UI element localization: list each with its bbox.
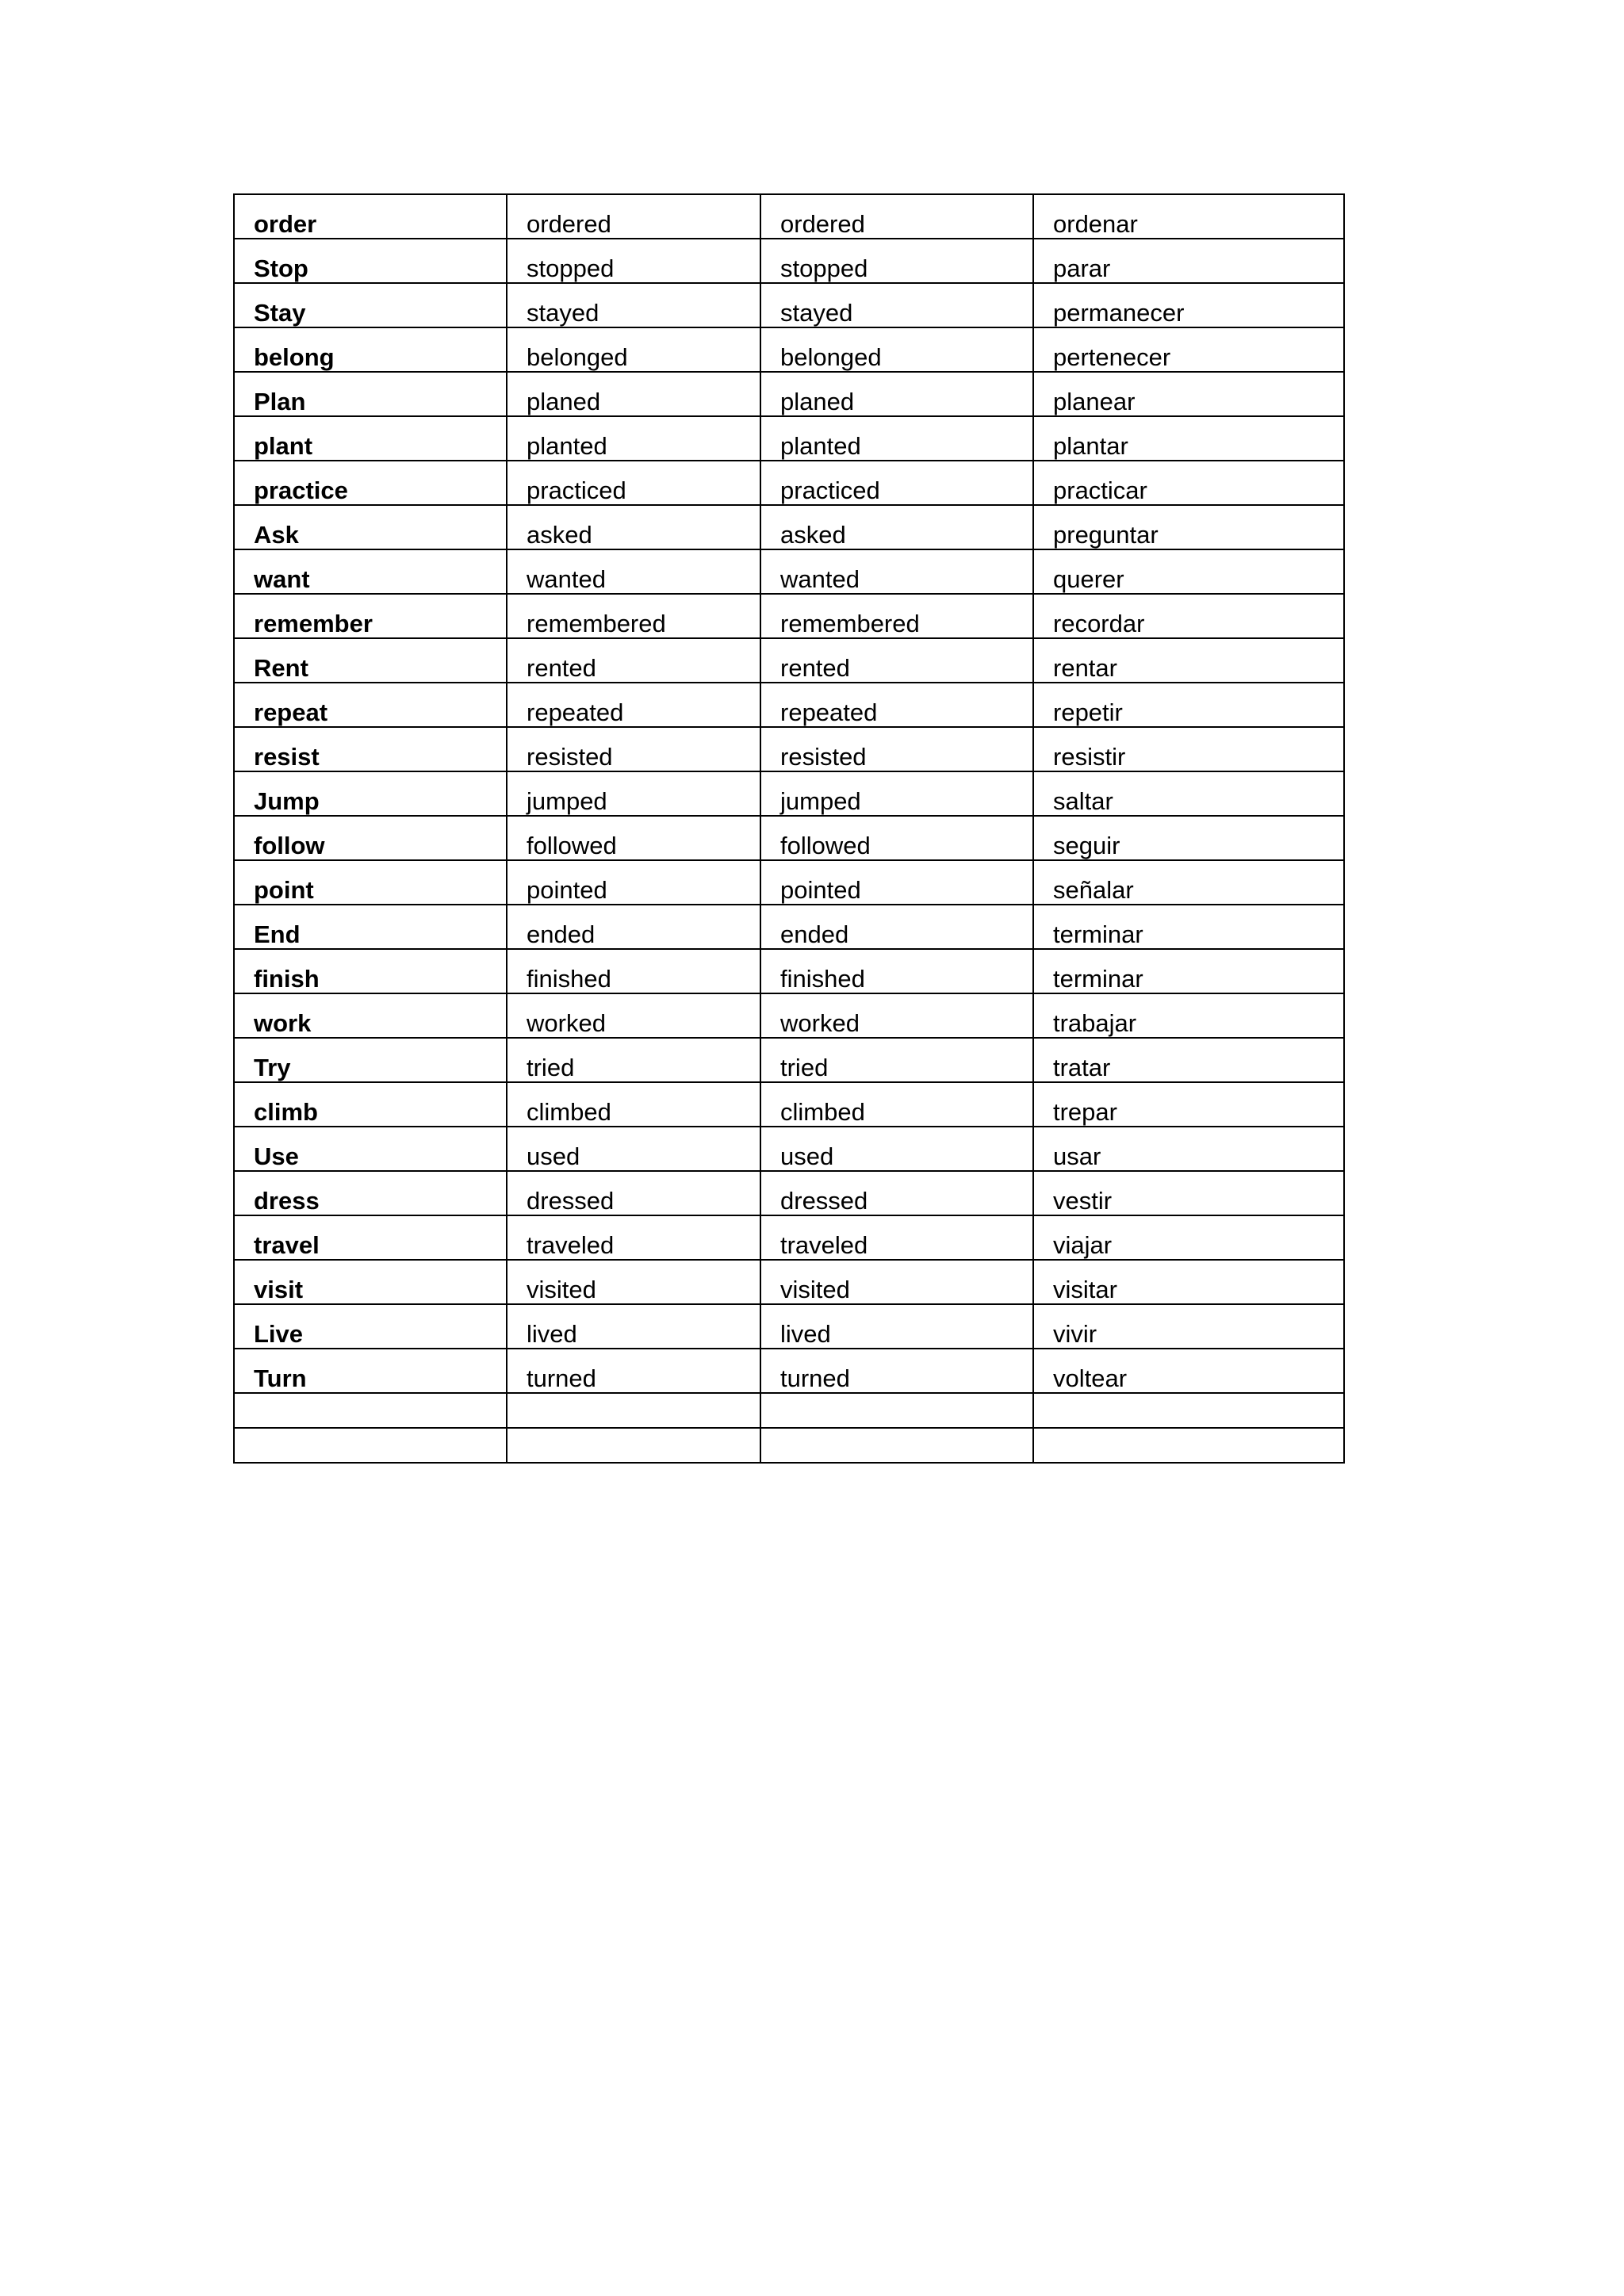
base-form-cell: Try xyxy=(234,1038,507,1082)
past-simple-cell: finished xyxy=(507,949,760,993)
past-simple-cell: followed xyxy=(507,816,760,860)
table-row xyxy=(234,1127,1344,1171)
past-simple-cell: tried xyxy=(507,1038,760,1082)
past-simple-cell: turned xyxy=(507,1349,760,1393)
table-row xyxy=(234,1304,1344,1349)
past-simple-cell: ordered xyxy=(507,194,760,239)
base-form-cell: repeat xyxy=(234,683,507,727)
past-participle-cell: remembered xyxy=(760,594,1033,638)
table-row xyxy=(234,505,1344,549)
table-row xyxy=(234,993,1344,1038)
spanish-translation-cell: trabajar xyxy=(1033,993,1344,1038)
spanish-translation-cell: permanecer xyxy=(1033,283,1344,327)
empty-cell xyxy=(760,1428,1033,1463)
table-row xyxy=(234,1215,1344,1260)
base-form-cell: finish xyxy=(234,949,507,993)
past-simple-cell: belonged xyxy=(507,327,760,372)
past-simple-cell: asked xyxy=(507,505,760,549)
past-participle-cell: wanted xyxy=(760,549,1033,594)
spanish-translation-cell: seguir xyxy=(1033,816,1344,860)
base-form-cell: Turn xyxy=(234,1349,507,1393)
past-simple-cell: remembered xyxy=(507,594,760,638)
past-participle-cell: followed xyxy=(760,816,1033,860)
spanish-translation-cell: señalar xyxy=(1033,860,1344,905)
past-participle-cell: asked xyxy=(760,505,1033,549)
spanish-translation-cell: visitar xyxy=(1033,1260,1344,1304)
spanish-translation-cell: ordenar xyxy=(1033,194,1344,239)
base-form-cell: want xyxy=(234,549,507,594)
spanish-translation-cell: rentar xyxy=(1033,638,1344,683)
past-participle-cell: planed xyxy=(760,372,1033,416)
empty-cell xyxy=(507,1393,760,1428)
base-form-cell: dress xyxy=(234,1171,507,1215)
base-form-cell: Jump xyxy=(234,771,507,816)
table-row xyxy=(234,638,1344,683)
past-participle-cell: pointed xyxy=(760,860,1033,905)
spanish-translation-cell: practicar xyxy=(1033,461,1344,505)
past-participle-cell: lived xyxy=(760,1304,1033,1349)
verb-table xyxy=(233,193,1345,1464)
past-simple-cell: used xyxy=(507,1127,760,1171)
table-row xyxy=(234,727,1344,771)
past-simple-cell: stayed xyxy=(507,283,760,327)
table-row xyxy=(234,239,1344,283)
spanish-translation-cell: preguntar xyxy=(1033,505,1344,549)
empty-cell xyxy=(507,1428,760,1463)
table-row xyxy=(234,283,1344,327)
past-participle-cell: climbed xyxy=(760,1082,1033,1127)
table-row xyxy=(234,549,1344,594)
table-row xyxy=(234,1349,1344,1393)
past-simple-cell: traveled xyxy=(507,1215,760,1260)
table-row xyxy=(234,860,1344,905)
empty-cell xyxy=(1033,1393,1344,1428)
past-simple-cell: dressed xyxy=(507,1171,760,1215)
past-participle-cell: finished xyxy=(760,949,1033,993)
spanish-translation-cell: querer xyxy=(1033,549,1344,594)
spanish-translation-cell: terminar xyxy=(1033,949,1344,993)
base-form-cell: work xyxy=(234,993,507,1038)
verb-table-body xyxy=(234,194,1344,1463)
past-participle-cell: traveled xyxy=(760,1215,1033,1260)
spanish-translation-cell: resistir xyxy=(1033,727,1344,771)
empty-table-row xyxy=(234,1393,1344,1428)
base-form-cell: order xyxy=(234,194,507,239)
past-participle-cell: stayed xyxy=(760,283,1033,327)
base-form-cell: resist xyxy=(234,727,507,771)
past-participle-cell: turned xyxy=(760,1349,1033,1393)
past-participle-cell: practiced xyxy=(760,461,1033,505)
spanish-translation-cell: pertenecer xyxy=(1033,327,1344,372)
base-form-cell: visit xyxy=(234,1260,507,1304)
table-row xyxy=(234,771,1344,816)
table-row xyxy=(234,949,1344,993)
spanish-translation-cell: voltear xyxy=(1033,1349,1344,1393)
base-form-cell: point xyxy=(234,860,507,905)
past-simple-cell: lived xyxy=(507,1304,760,1349)
table-row xyxy=(234,905,1344,949)
past-simple-cell: wanted xyxy=(507,549,760,594)
past-simple-cell: jumped xyxy=(507,771,760,816)
past-simple-cell: visited xyxy=(507,1260,760,1304)
spanish-translation-cell: viajar xyxy=(1033,1215,1344,1260)
spanish-translation-cell: trepar xyxy=(1033,1082,1344,1127)
table-row xyxy=(234,1260,1344,1304)
past-simple-cell: planed xyxy=(507,372,760,416)
table-row xyxy=(234,683,1344,727)
past-participle-cell: worked xyxy=(760,993,1033,1038)
base-form-cell: remember xyxy=(234,594,507,638)
past-simple-cell: practiced xyxy=(507,461,760,505)
base-form-cell: Rent xyxy=(234,638,507,683)
empty-cell xyxy=(234,1428,507,1463)
past-simple-cell: planted xyxy=(507,416,760,461)
past-participle-cell: tried xyxy=(760,1038,1033,1082)
spanish-translation-cell: terminar xyxy=(1033,905,1344,949)
base-form-cell: Stay xyxy=(234,283,507,327)
past-participle-cell: visited xyxy=(760,1260,1033,1304)
table-row xyxy=(234,416,1344,461)
past-simple-cell: repeated xyxy=(507,683,760,727)
spanish-translation-cell: parar xyxy=(1033,239,1344,283)
spanish-translation-cell: plantar xyxy=(1033,416,1344,461)
base-form-cell: practice xyxy=(234,461,507,505)
past-participle-cell: rented xyxy=(760,638,1033,683)
table-row xyxy=(234,194,1344,239)
empty-cell xyxy=(1033,1428,1344,1463)
base-form-cell: belong xyxy=(234,327,507,372)
table-row xyxy=(234,327,1344,372)
table-row xyxy=(234,594,1344,638)
past-simple-cell: resisted xyxy=(507,727,760,771)
past-simple-cell: climbed xyxy=(507,1082,760,1127)
empty-table-row xyxy=(234,1428,1344,1463)
spanish-translation-cell: planear xyxy=(1033,372,1344,416)
empty-cell xyxy=(760,1393,1033,1428)
spanish-translation-cell: saltar xyxy=(1033,771,1344,816)
table-row xyxy=(234,1038,1344,1082)
base-form-cell: Use xyxy=(234,1127,507,1171)
spanish-translation-cell: recordar xyxy=(1033,594,1344,638)
base-form-cell: climb xyxy=(234,1082,507,1127)
base-form-cell: Plan xyxy=(234,372,507,416)
table-row xyxy=(234,372,1344,416)
past-simple-cell: stopped xyxy=(507,239,760,283)
spanish-translation-cell: usar xyxy=(1033,1127,1344,1171)
table-row xyxy=(234,461,1344,505)
past-participle-cell: dressed xyxy=(760,1171,1033,1215)
base-form-cell: travel xyxy=(234,1215,507,1260)
base-form-cell: Live xyxy=(234,1304,507,1349)
spanish-translation-cell: tratar xyxy=(1033,1038,1344,1082)
past-participle-cell: jumped xyxy=(760,771,1033,816)
spanish-translation-cell: repetir xyxy=(1033,683,1344,727)
base-form-cell: Stop xyxy=(234,239,507,283)
table-row xyxy=(234,1082,1344,1127)
past-participle-cell: stopped xyxy=(760,239,1033,283)
past-participle-cell: resisted xyxy=(760,727,1033,771)
past-participle-cell: planted xyxy=(760,416,1033,461)
base-form-cell: End xyxy=(234,905,507,949)
base-form-cell: follow xyxy=(234,816,507,860)
past-simple-cell: ended xyxy=(507,905,760,949)
table-row xyxy=(234,1171,1344,1215)
base-form-cell: plant xyxy=(234,416,507,461)
past-participle-cell: belonged xyxy=(760,327,1033,372)
base-form-cell: Ask xyxy=(234,505,507,549)
spanish-translation-cell: vivir xyxy=(1033,1304,1344,1349)
past-simple-cell: rented xyxy=(507,638,760,683)
past-simple-cell: pointed xyxy=(507,860,760,905)
past-simple-cell: worked xyxy=(507,993,760,1038)
table-row xyxy=(234,816,1344,860)
past-participle-cell: used xyxy=(760,1127,1033,1171)
empty-cell xyxy=(234,1393,507,1428)
past-participle-cell: ordered xyxy=(760,194,1033,239)
spanish-translation-cell: vestir xyxy=(1033,1171,1344,1215)
past-participle-cell: ended xyxy=(760,905,1033,949)
past-participle-cell: repeated xyxy=(760,683,1033,727)
